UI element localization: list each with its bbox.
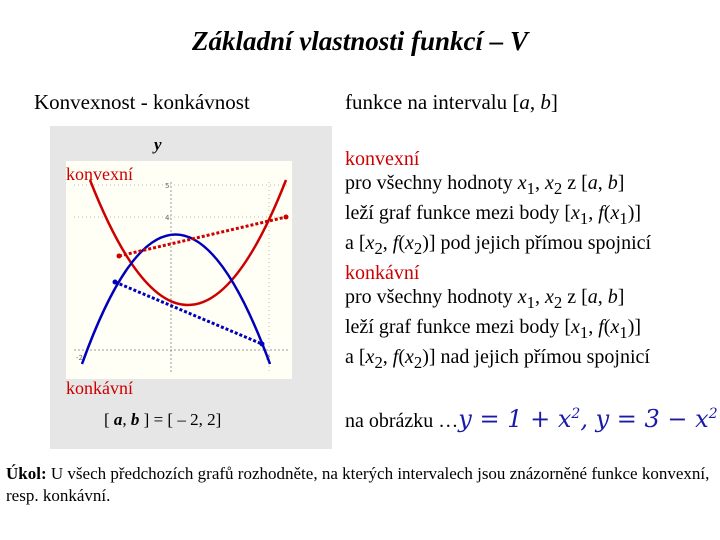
tick-label-x-right: 2: [266, 354, 271, 362]
forall-text: pro všechny hodnoty: [345, 286, 518, 308]
var-x2: x: [365, 346, 375, 368]
task-paragraph: [6, 463, 716, 507]
var-x1: x: [610, 316, 620, 338]
convex-heading: konvexní: [345, 148, 420, 170]
var-x1: x: [517, 286, 527, 308]
sep: ,: [597, 172, 608, 194]
tick-label-y-5: 5: [165, 182, 170, 190]
sub-1: 1: [526, 179, 535, 198]
formula-convex: [458, 405, 580, 433]
var-x2: x: [544, 172, 554, 194]
example-prefix: na obrázku …: [345, 410, 459, 432]
tick-label-y-4: 4: [165, 214, 170, 222]
paren-open: (: [398, 346, 405, 368]
example-line: [345, 405, 718, 433]
sub-1: 1: [579, 209, 589, 228]
sub-2: 2: [553, 293, 563, 312]
convex-chord-start-point: [117, 254, 122, 259]
sep: ,: [534, 172, 545, 194]
var-x2: x: [405, 232, 414, 254]
convex-label: konvexní: [66, 164, 133, 184]
interval-rest: ] = [ – 2, 2]: [139, 410, 222, 429]
formula-concave-text: y = 3 − x: [595, 405, 709, 433]
convex-line-graph: [345, 201, 715, 231]
var-x1: x: [571, 202, 580, 224]
concave-line-graph: [345, 315, 715, 345]
sub-2: 2: [413, 353, 423, 372]
var-x1: x: [610, 202, 620, 224]
concave-chord-start-point: [113, 280, 118, 285]
concave-label: konkávní: [66, 378, 133, 398]
formula-sep: ,: [580, 405, 596, 433]
paren-close: )]: [422, 346, 436, 368]
paren-open: (: [603, 316, 611, 338]
sep: ,: [382, 346, 393, 368]
var-x1: x: [517, 172, 527, 194]
right-heading-comma: ,: [529, 90, 541, 114]
var-f: f: [598, 316, 604, 338]
and-text: a [: [345, 232, 366, 254]
tick-label-x-left: -2: [76, 354, 83, 362]
interval-open: [: [104, 410, 114, 429]
convex-curve: [90, 180, 286, 305]
concave-heading: konkávní: [345, 262, 420, 284]
right-heading-a: a: [519, 90, 530, 114]
y-axis-label: y: [154, 135, 162, 154]
and-text: a [: [345, 346, 366, 368]
sub-1: 1: [619, 323, 628, 342]
var-a: a: [587, 286, 598, 308]
interval-label: [104, 410, 221, 430]
sub-2: 2: [413, 239, 423, 258]
var-a: a: [587, 172, 598, 194]
right-heading-b: b: [540, 90, 551, 114]
close: ]: [617, 172, 625, 194]
sep: ,: [588, 202, 599, 224]
convex-chord-end-point: [284, 215, 289, 220]
sep: ,: [588, 316, 599, 338]
var-x2: x: [405, 346, 414, 368]
sub-2: 2: [374, 239, 383, 258]
concave-chord: [115, 282, 262, 344]
concave-line-above: [345, 345, 715, 375]
paren-open: (: [603, 202, 611, 224]
formula-concave: [596, 405, 718, 433]
right-heading-prefix: funkce na intervalu [: [345, 90, 520, 114]
paren-close: )]: [627, 202, 642, 224]
convex-line-under: [345, 231, 715, 261]
var-x2: x: [365, 232, 375, 254]
sub-2: 2: [374, 353, 383, 372]
interval-z: z [: [562, 172, 588, 194]
page-title: Základní vlastnosti funkcí – V: [191, 26, 529, 56]
var-x2: x: [544, 286, 554, 308]
var-b: b: [607, 286, 618, 308]
task-text: U všech předchozích grafů rozhodněte, na kterých intervalech jsou znázorněné funkce konvexní, resp. konkávní.: [6, 464, 710, 505]
close: ]: [617, 286, 625, 308]
convex-line-forall: [345, 171, 715, 201]
left-heading: Konvexnost - konkávnost: [34, 90, 250, 114]
concave-chord-end-point: [260, 342, 265, 347]
forall-text: pro všechny hodnoty: [345, 172, 518, 194]
var-f: f: [392, 232, 399, 254]
graph-text: leží graf funkce mezi body [: [345, 316, 572, 338]
var-f: f: [392, 346, 399, 368]
sep: ,: [597, 286, 608, 308]
var-x1: x: [571, 316, 580, 338]
interval-z: z [: [562, 286, 588, 308]
paren-close: )]: [627, 316, 642, 338]
under-text: pod jejich přímou spojnicí: [435, 232, 652, 254]
task-label: Úkol:: [6, 464, 47, 483]
interval-a: a: [113, 410, 123, 429]
paren-close: )]: [422, 232, 436, 254]
interval-b: b: [130, 410, 140, 429]
concave-line-forall: [345, 285, 715, 315]
sep: ,: [382, 232, 393, 254]
concave-curve: [82, 235, 270, 365]
sep: ,: [534, 286, 545, 308]
right-heading-suffix: ]: [550, 90, 558, 114]
sub-1: 1: [619, 209, 628, 228]
sub-2: 2: [553, 179, 563, 198]
description: [345, 147, 715, 375]
graph-text: leží graf funkce mezi body [: [345, 202, 572, 224]
sub-1: 1: [526, 293, 535, 312]
formula-convex-text: y = 1 + x: [458, 405, 572, 433]
interval-comma: ,: [122, 410, 131, 429]
var-f: f: [598, 202, 604, 224]
formula-convex-exp: 2: [571, 406, 581, 422]
formula-concave-exp: 2: [708, 406, 718, 422]
sub-1: 1: [579, 323, 589, 342]
above-text: nad jejich přímou spojnicí: [435, 346, 650, 368]
paren-open: (: [398, 232, 405, 254]
var-b: b: [607, 172, 618, 194]
